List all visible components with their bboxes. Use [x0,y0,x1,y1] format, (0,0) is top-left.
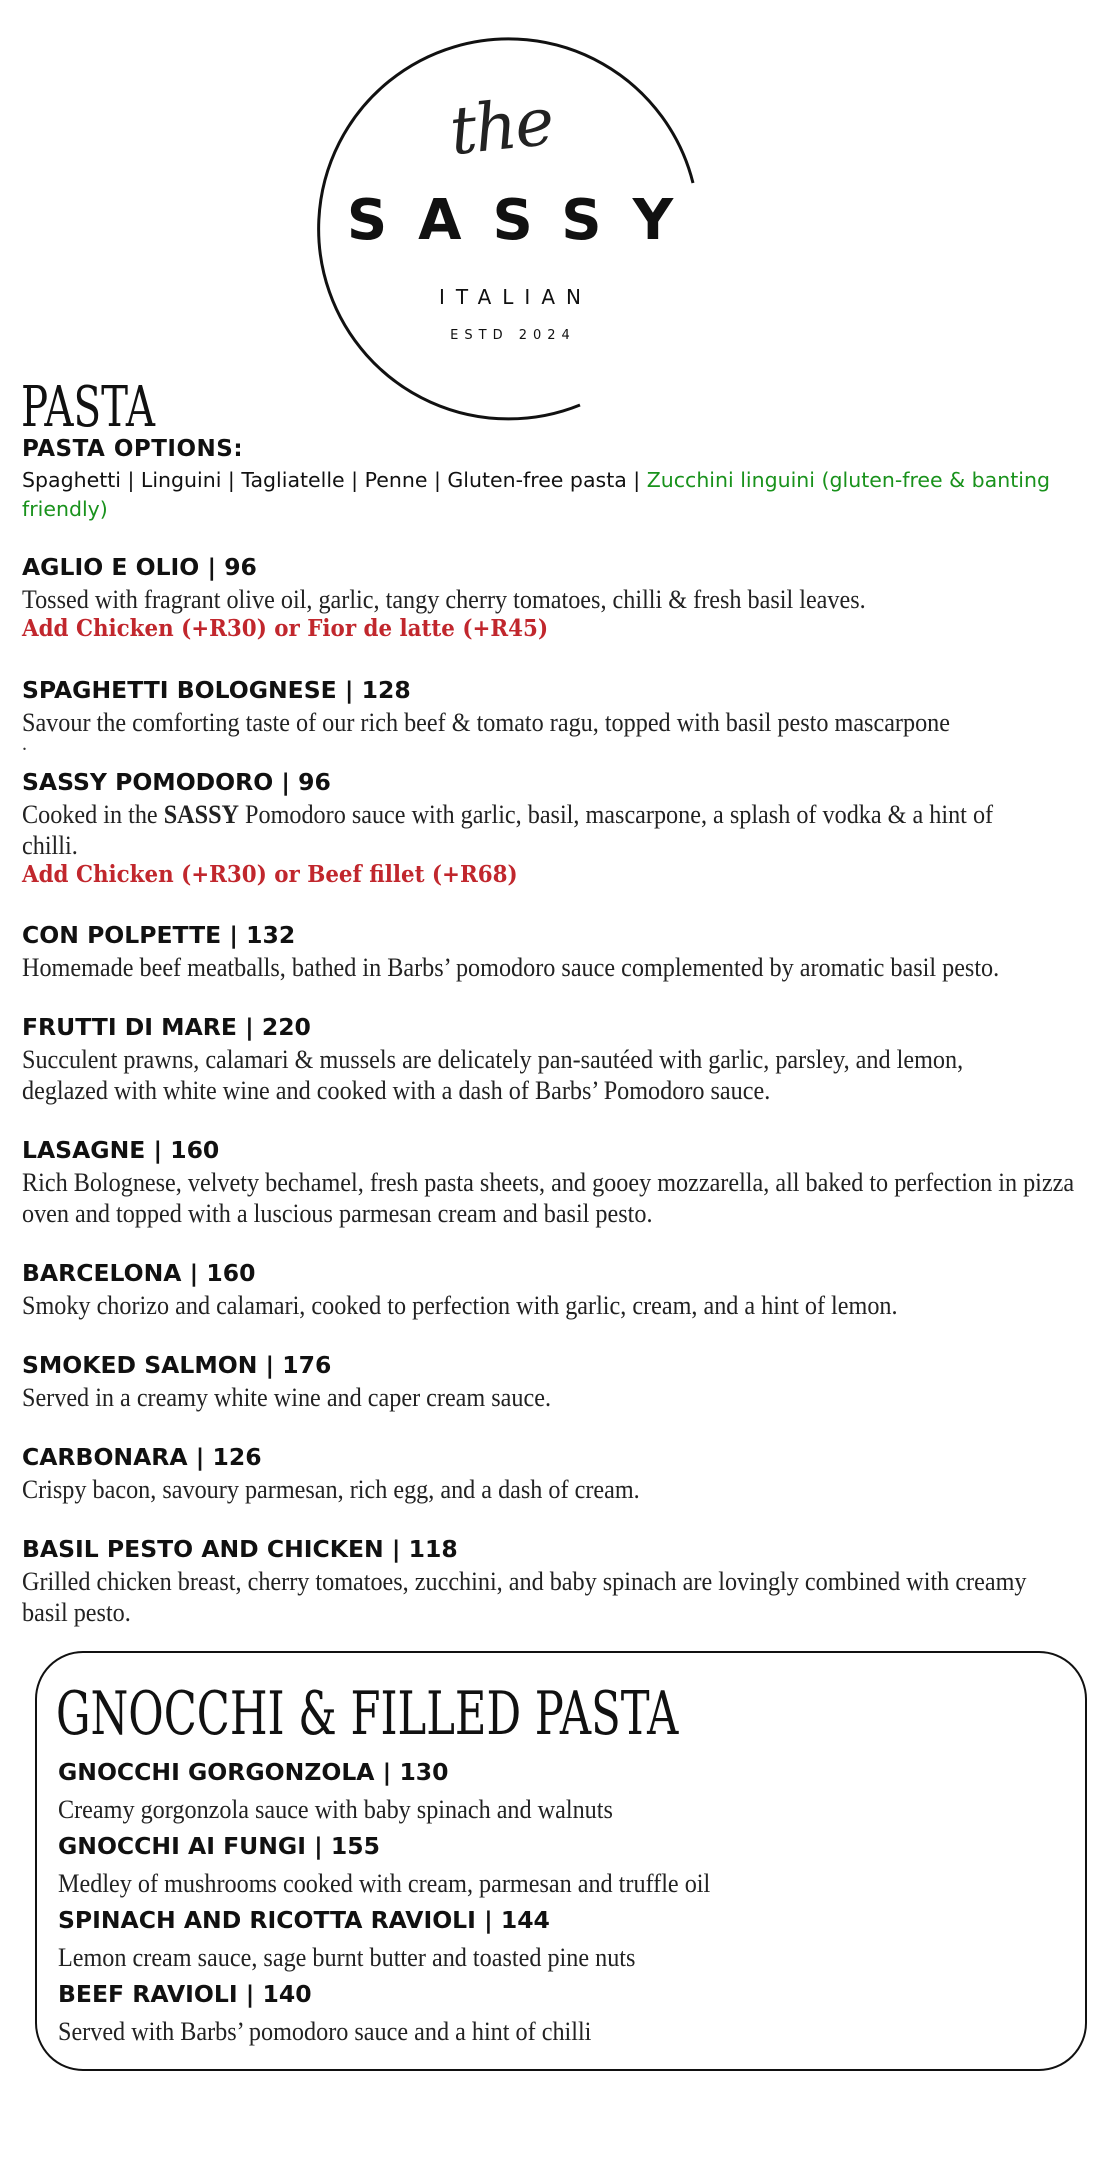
menu-item-heading: SASSY POMODORO | 96 [22,768,331,796]
menu-item-description: Creamy gorgonzola sauce with baby spinach and walnuts [58,1795,613,1824]
menu-item-heading: SMOKED SALMON | 176 [22,1351,332,1379]
menu-item-description: Crispy bacon, savoury parmesan, rich egg, and a dash of cream. [22,1475,640,1504]
menu-item-description: Rich Bolognese, velvety bechamel, fresh pasta sheets, and gooey mozzarella, all baked to perfection in pizza oven and topped with a luscious parmesan cream and basil pesto. [22,1168,1075,1228]
stray-mark: . [22,733,27,755]
menu-item-description: Grilled chicken breast, cherry tomatoes, zucchini, and baby spinach are lovingly combined with creamy basil pesto. [22,1567,1027,1627]
menu-item-description: Lemon cream sauce, sage burnt butter and toasted pine nuts [58,1943,636,1972]
menu-item-heading: CARBONARA | 126 [22,1443,262,1471]
menu-item-heading: SPAGHETTI BOLOGNESE | 128 [22,676,411,704]
menu-item-heading: CON POLPETTE | 132 [22,921,296,949]
menu-item-addon: Add Chicken (+R30) or Fior de latte (+R45) [22,615,549,642]
menu-item-addon: Add Chicken (+R30) or Beef fillet (+R68) [22,861,518,888]
pasta-options-list [22,466,1102,524]
pasta-options-highlight: Zucchini linguini (gluten-free & banting friendly) [22,468,1050,521]
menu-item-heading: GNOCCHI GORGONZOLA | 130 [58,1758,449,1786]
menu-item-description: Medley of mushrooms cooked with cream, parmesan and truffle oil [58,1869,711,1898]
menu-item-heading: GNOCCHI AI FUNGI | 155 [58,1832,380,1860]
gnocchi-section-title: GNOCCHI & FILLED PASTA [56,1679,679,1749]
logo-established: ESTD 2024 [450,328,576,343]
menu-item-description: Homemade beef meatballs, bathed in Barbs’ pomodoro sauce complemented by aromatic basil pesto. [22,953,1000,982]
logo-name: SASSY [346,188,705,253]
menu-item-heading: BEEF RAVIOLI | 140 [58,1980,312,2008]
pasta-options-title: PASTA OPTIONS: [22,436,244,462]
menu-item-description: Succulent prawns, calamari & mussels are delicately pan-sautéed with garlic, parsley, and lemon, deglazed with white wine and cooked with a dash of Barbs’ Pomodoro sauce. [22,1045,964,1105]
menu-item-description: Smoky chorizo and calamari, cooked to perfection with garlic, cream, and a hint of lemon. [22,1291,898,1320]
menu-item-heading: BASIL PESTO AND CHICKEN | 118 [22,1535,458,1563]
sassy-italian-logo [300,28,720,428]
menu-item-heading: BARCELONA | 160 [22,1259,256,1287]
menu-item-description: Served with Barbs’ pomodoro sauce and a hint of chilli [58,2017,592,2046]
description-emphasis: SASSY [163,800,239,829]
menu-item-heading: FRUTTI DI MARE | 220 [22,1013,311,1041]
logo-the-script: the [446,82,556,171]
description-text: Cooked in the [22,800,164,829]
menu-item-heading: AGLIO E OLIO | 96 [22,553,257,581]
logo-subtitle: ITALIAN [439,285,592,309]
pasta-options-text: Spaghetti | Linguini | Tagliatelle | Penne | Gluten-free pasta | [22,468,647,492]
pasta-section-title: PASTA [21,375,155,440]
menu-item-description: Tossed with fragrant olive oil, garlic, tangy cherry tomatoes, chilli & fresh basil leaves. [22,585,866,614]
menu-item-description [22,799,1054,861]
menu-item-heading: LASAGNE | 160 [22,1136,220,1164]
menu-item-heading: SPINACH AND RICOTTA RAVIOLI | 144 [58,1906,550,1934]
menu-item-description: Savour the comforting taste of our rich beef & tomato ragu, topped with basil pesto mascarpone [22,708,950,737]
menu-item-description: Served in a creamy white wine and caper cream sauce. [22,1383,552,1412]
description-text: Pomodoro sauce with garlic, basil, mascarpone, a splash of vodka & a hint of chilli. [22,800,994,860]
